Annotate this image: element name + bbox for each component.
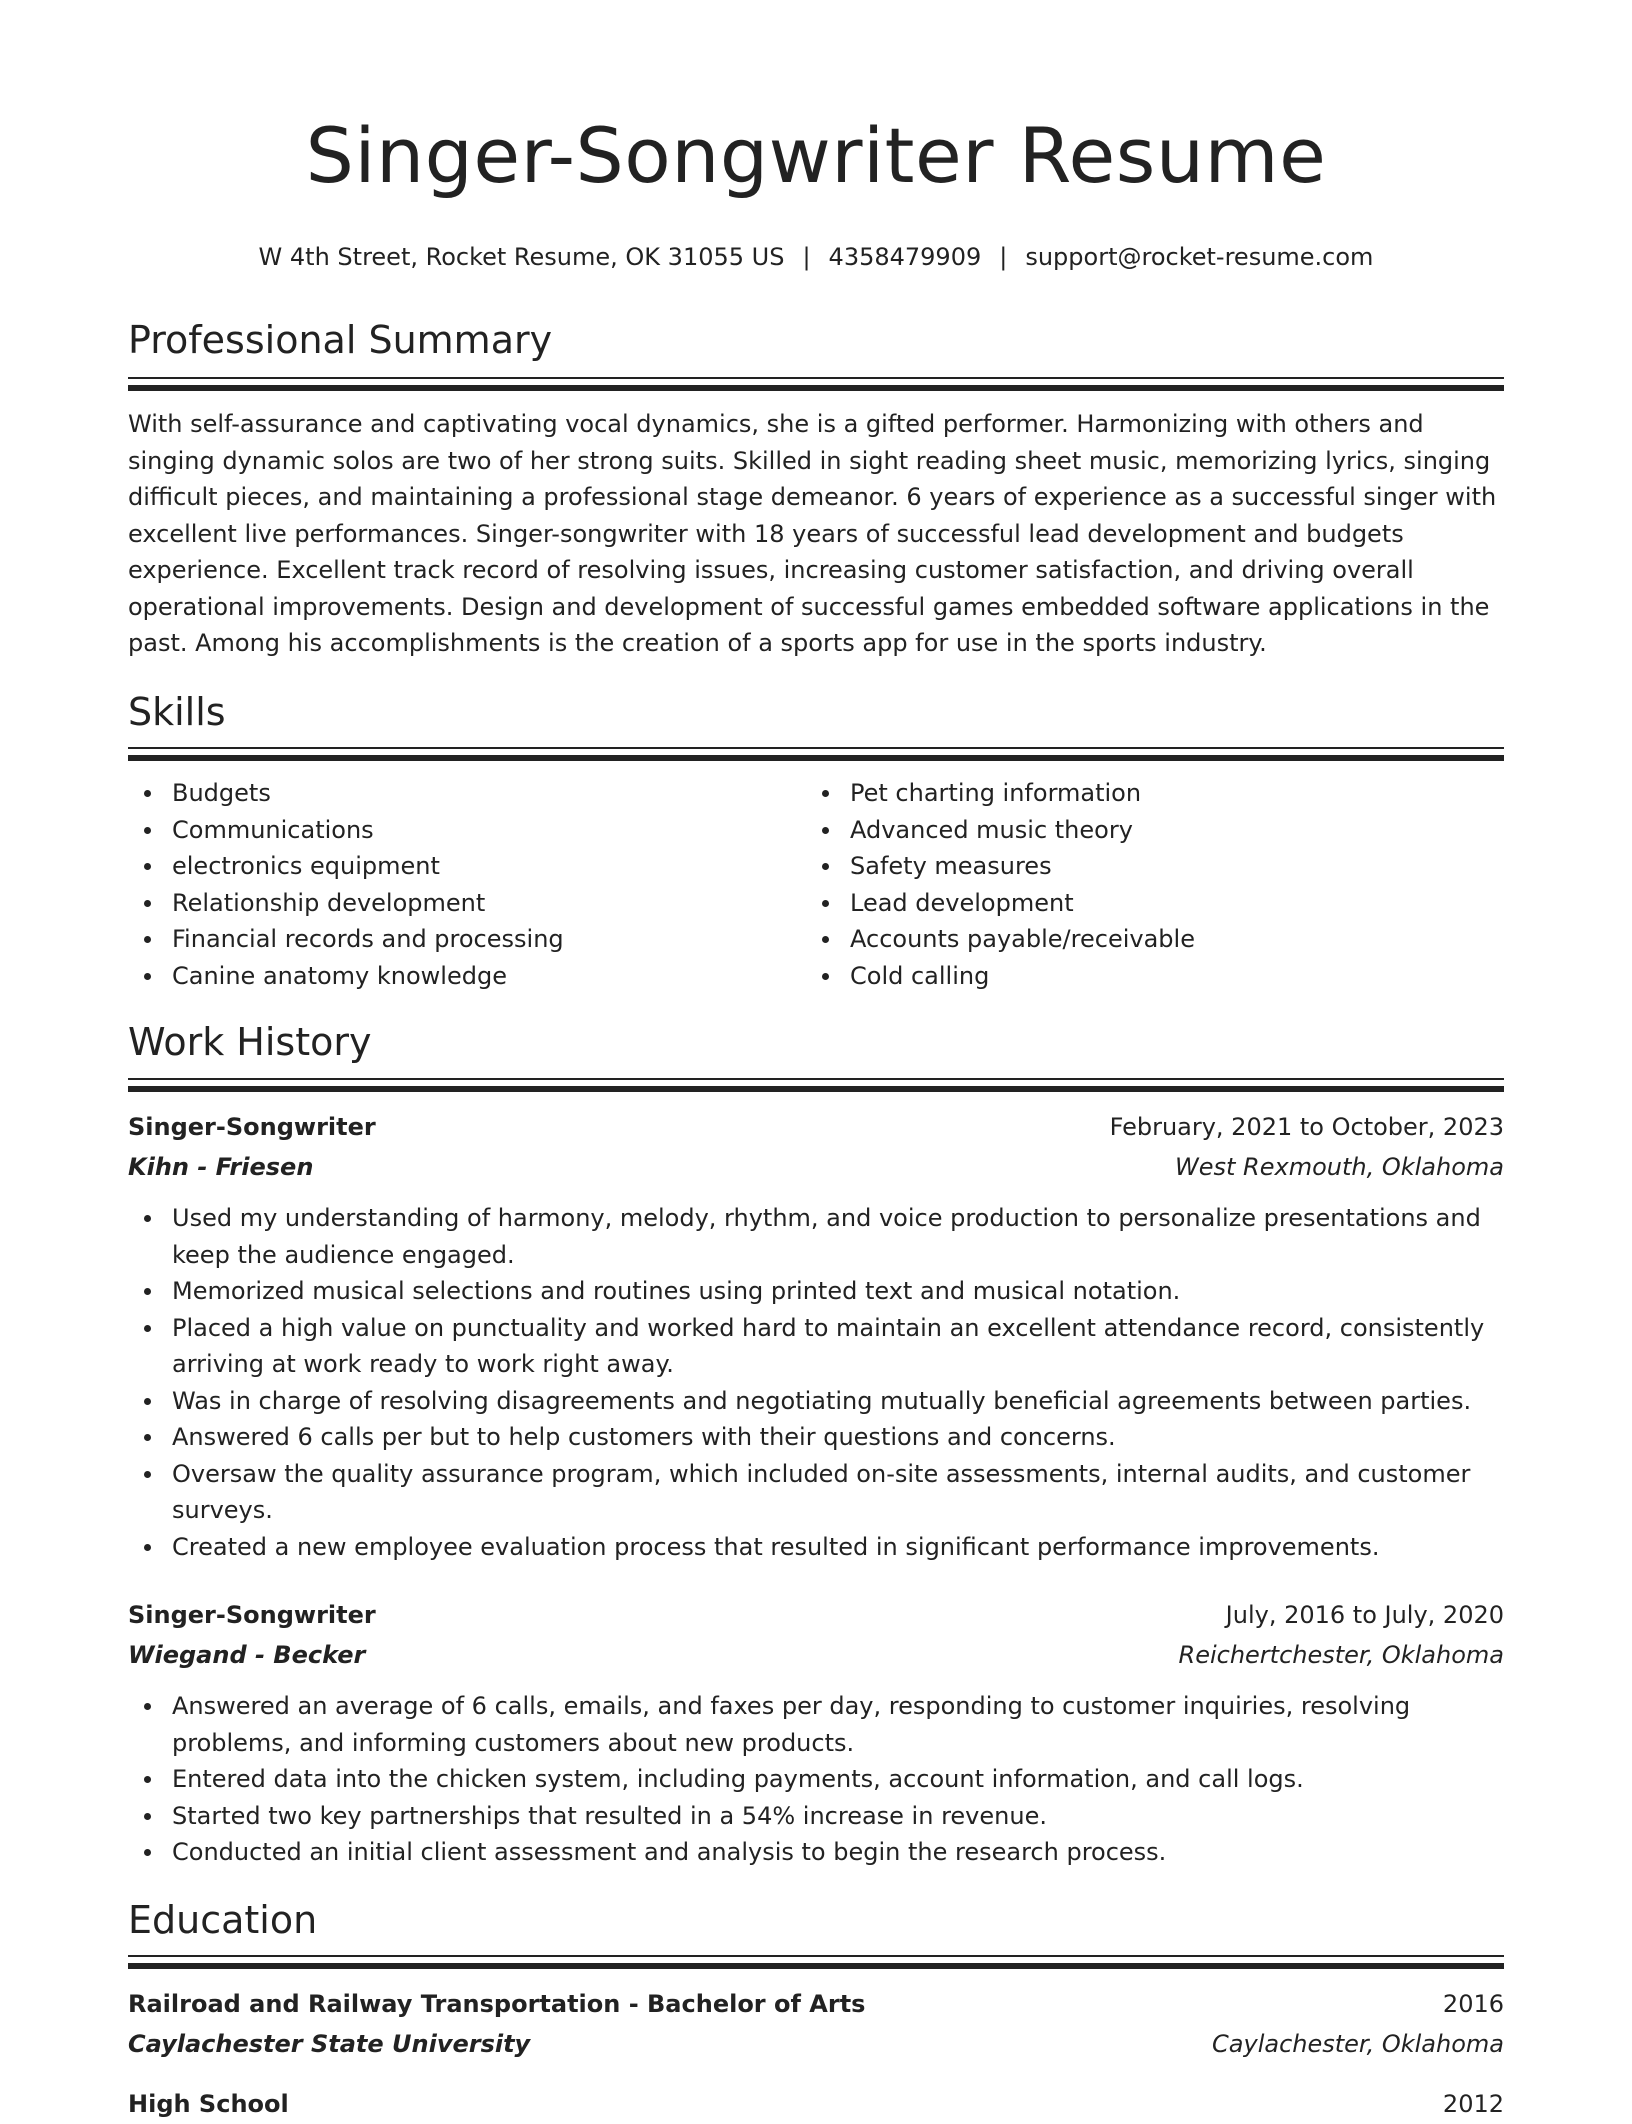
section-title-skills: Skills — [128, 690, 226, 734]
job-bullet: Answered 6 calls per but to help customers with their questions and concerns. — [172, 1419, 1504, 1456]
skill-item: Relationship development — [172, 885, 802, 922]
job-location: West Rexmouth, Oklahoma — [1175, 1153, 1504, 1181]
section-rule-thin — [128, 1078, 1504, 1080]
job-bullet: Used my understanding of harmony, melody, rhythm, and voice production to personalize presentations and keep the audience engaged. — [172, 1200, 1504, 1273]
summary-text: With self-assurance and captivating vocal dynamics, she is a gifted performer. Harmonizing with others and singing dynamic solos are two of her strong suits. Skilled in sight reading sheet music, memorizing lyrics, singing difficult pieces, and maintaining a professional stage demeanor. 6 years of experience as a successful singer with excellent live performances. Singer-songwriter with 18 years of successful lead development and budgets experience. Excellent track record of resolving issues, increasing customer satisfaction, and driving overall operational improvements. Design and development of successful games embedded software applications in the past. Among his accomplishments is the creation of a sports app for use in the sports industry. — [128, 410, 1497, 657]
skills-list-right — [806, 775, 1500, 994]
job-bullet: Created a new employee evaluation process that resulted in significant performance improvements. — [172, 1529, 1504, 1566]
job-location: Reichertchester, Oklahoma — [1178, 1641, 1504, 1669]
job-company: Wiegand - Becker — [128, 1641, 366, 1669]
skills-heading — [128, 690, 1504, 734]
education-header — [128, 1984, 1504, 2024]
education-heading — [128, 1898, 1504, 1942]
section-rule-thin — [128, 377, 1504, 379]
section-rule-thick — [128, 1963, 1504, 1969]
summary-heading — [128, 318, 1504, 362]
contact-line — [128, 241, 1504, 273]
section-rule-thick — [128, 755, 1504, 761]
skill-item: Financial records and processing — [172, 921, 802, 958]
section-rule-thin — [128, 747, 1504, 749]
skill-item: Lead development — [850, 885, 1500, 922]
skill-item: Safety measures — [850, 848, 1500, 885]
education-year: 2012 — [1442, 2090, 1504, 2118]
section-title-work: Work History — [128, 1020, 372, 1064]
job-bullet: Conducted an initial client assessment and analysis to begin the research process. — [172, 1834, 1504, 1871]
contact-phone: 4358479909 — [828, 243, 982, 271]
job-subheader — [128, 1147, 1504, 1187]
job-bullets — [128, 1200, 1504, 1565]
skills-list-left — [128, 775, 802, 994]
job-header — [128, 1107, 1504, 1147]
education-header — [128, 2084, 1504, 2124]
job-bullets — [128, 1688, 1504, 1871]
job-dates: July, 2016 to July, 2020 — [1225, 1601, 1504, 1629]
education-degree: Railroad and Railway Transportation - Bachelor of Arts — [128, 1990, 866, 2018]
contact-separator: | — [802, 243, 811, 271]
contact-separator: | — [999, 243, 1008, 271]
section-rule-thick — [128, 385, 1504, 391]
job-bullet: Was in charge of resolving disagreements and negotiating mutually beneficial agreements between parties. — [172, 1383, 1504, 1420]
contact-email[interactable]: support@rocket-resume.com — [1025, 243, 1374, 271]
section-title-summary: Professional Summary — [128, 318, 553, 362]
section-title-education: Education — [128, 1898, 318, 1942]
job-bullet: Started two key partnerships that resulted in a 54% increase in revenue. — [172, 1798, 1504, 1835]
job-bullet: Answered an average of 6 calls, emails, and faxes per day, responding to customer inquiries, resolving problems, and informing customers about new products. — [172, 1688, 1504, 1761]
skill-item: Accounts payable/receivable — [850, 921, 1500, 958]
job-bullet: Oversaw the quality assurance program, which included on-site assessments, internal audits, and customer surveys. — [172, 1456, 1504, 1529]
job-header — [128, 1595, 1504, 1635]
job-title: Singer-Songwriter — [128, 1601, 376, 1629]
skill-item: Cold calling — [850, 958, 1500, 995]
work-heading — [128, 1020, 1504, 1064]
skill-item: Canine anatomy knowledge — [172, 958, 802, 995]
education-year: 2016 — [1442, 1990, 1504, 2018]
skill-item: Communications — [172, 812, 802, 849]
job-bullet: Entered data into the chicken system, including payments, account information, and call logs. — [172, 1761, 1504, 1798]
skill-item: electronics equipment — [172, 848, 802, 885]
job-subheader — [128, 1635, 1504, 1675]
skill-item: Pet charting information — [850, 775, 1500, 812]
education-degree: High School — [128, 2090, 289, 2118]
section-rule-thick — [128, 1086, 1504, 1092]
contact-address: W 4th Street, Rocket Resume, OK 31055 US — [258, 243, 785, 271]
job-company: Kihn - Friesen — [128, 1153, 314, 1181]
education-location: Caylachester, Oklahoma — [1212, 2030, 1504, 2058]
skill-item: Budgets — [172, 775, 802, 812]
job-bullet: Memorized musical selections and routines using printed text and musical notation. — [172, 1273, 1504, 1310]
job-title: Singer-Songwriter — [128, 1113, 376, 1141]
skill-item: Advanced music theory — [850, 812, 1500, 849]
section-rule-thin — [128, 1955, 1504, 1957]
education-subheader — [128, 2024, 1504, 2064]
job-bullet: Placed a high value on punctuality and worked hard to maintain an excellent attendance record, consistently arriving at work ready to work right away. — [172, 1310, 1504, 1383]
education-school: Caylachester State University — [128, 2030, 531, 2058]
job-dates: February, 2021 to October, 2023 — [1109, 1113, 1504, 1141]
resume-title: Singer-Songwriter Resume — [305, 111, 1327, 200]
